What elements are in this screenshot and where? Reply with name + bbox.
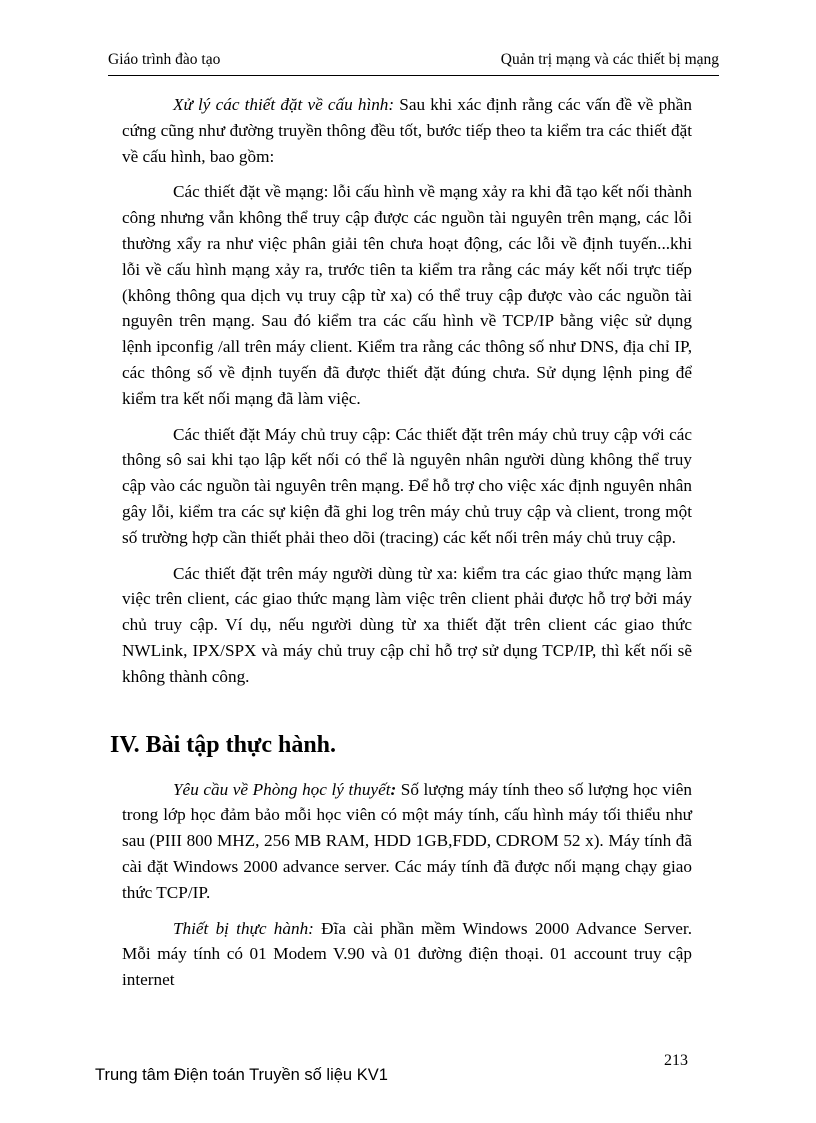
paragraph-text: Đĩa cài phần mềm Windows 2000 Advance Server. Mỗi máy tính có 01 Modem V.90 và 01 đường điện thoại. 01 account truy cập internet [122,918,693,990]
page-body [110,92,693,1003]
paragraph-lead-colon: : [390,779,397,799]
paragraph-network-settings: Các thiết đặt về mạng: lỗi cấu hình về mạng xảy ra khi đã tạo kết nối thành công nhưng vẫn không thể truy cập được các nguồn tài nguyên trên mạng, các lỗi thường xẩy ra như việc phân giải tên chưa hoạt động, các lỗi về định tuyến...khi lỗi về cấu hình mạng xảy ra, trước tiên ta kiểm tra rằng các máy kết nối trực tiếp (không thông qua dịch vụ truy cập từ xa) có thể truy cập được vào các nguồn tài nguyên trên mạng. Sau đó kiểm tra các cấu hình về TCP/IP bằng việc sử dụng lệnh ipconfig /all trên máy client. Kiểm tra rằng các thông số như DNS, địa chỉ IP, các thông số về định tuyến đã được thiết đặt đúng chưa. Sử dụng lệnh ping để kiểm tra kết nối mạng đã làm việc. [122,182,692,408]
header-left-title: Giáo trình đào tạo [108,51,221,68]
paragraph-lead-italic: Xử lý các thiết đặt về cấu hình: [173,95,395,114]
paragraph-config-settings [122,92,692,169]
paragraph-lead-italic: Yêu cầu về Phòng học lý thuyết [173,779,391,799]
paragraph-access-server-settings: Các thiết đặt Máy chủ truy cập: Các thiết đặt trên máy chủ truy cập với các thông sô sai khi tạo lập kết nối có thể là nguyên nhân người dùng không thể truy cập vào các nguồn tài nguyên trên mạng. Để hỗ trợ cho việc xác định nguyên nhân gây lỗi, kiểm tra các sự kiện đã ghi log trên máy chủ truy cập và client, trong một số trường hợp cần thiết phải theo dõi (tracing) các kết nối trên máy chủ truy cập. [122,424,692,547]
header-divider [108,75,719,76]
section-heading: IV. Bài tập thực hành. [110,731,337,758]
paragraph-text: Sau khi xác định rằng các vấn đề về phần cứng cũng như đường truyền thông đều tốt, bước tiếp theo ta kiểm tra các thiết đặt về cấu hình, bao gồm: [122,95,692,166]
footer-organization: Trung tâm Điện toán Truyền số liệu KV1 [95,1066,388,1084]
paragraph-remote-user-settings: Các thiết đặt trên máy người dùng từ xa: kiểm tra các giao thức mạng làm việc trên client, các giao thức mạng làm việc trên client phải được hỗ trợ bởi máy chủ truy cập. Ví dụ, nếu người dùng từ xa thiết đặt trên client các giao thức NWLink, IPX/SPX và máy chủ truy cập chỉ hỗ trợ sử dụng TCP/IP, thì kết nối sẽ không thành công. [122,563,692,686]
paragraph-practice-equipment [122,916,692,993]
paragraph-classroom-requirements [122,777,692,906]
paragraph-lead-italic: Thiết bị thực hành: [173,918,314,938]
page-header [108,50,719,70]
page-number: 213 [664,1052,688,1069]
paragraph-text: Số lượng máy tính theo số lượng học viên trong lớp học đảm bảo mỗi học viên có một máy tính, cấu hình máy tối thiểu như sau (PIII 800 MHZ, 256 MB RAM, HDD 1GB,FDD, CDROM 52 x). Máy tính đã cài đặt Windows 2000 advance server. Các máy tính đã được nối mạng chạy giao thức TCP/IP. [122,779,692,902]
header-right-title: Quản trị mạng và các thiết bị mạng [500,51,719,68]
